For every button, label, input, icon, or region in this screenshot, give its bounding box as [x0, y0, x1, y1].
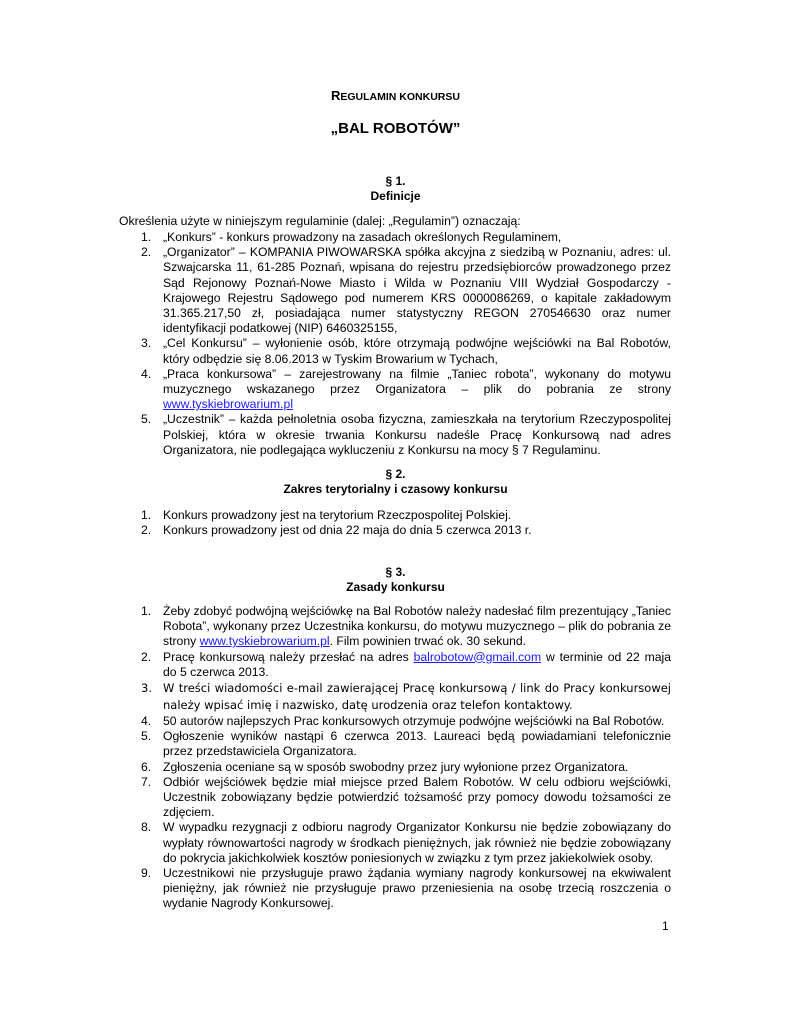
section-number: § 3. [385, 565, 406, 579]
list-item [119, 650, 671, 680]
item-number: 5. [141, 729, 152, 744]
website-link[interactable]: www.tyskiebrowarium.pl [199, 634, 330, 649]
list-item [119, 760, 671, 775]
list-item [119, 367, 671, 413]
document-title [0, 88, 791, 103]
item-number: 1. [141, 604, 152, 618]
item-number: 2. [141, 649, 152, 664]
list-item [119, 820, 671, 866]
item-text: „Praca konkursowa” – zarejestrowany na filmie „Taniec robota”, wykonany do motywu muzycznego wskazanego przez Organizatora – plik do pobrania ze strony [163, 366, 671, 397]
section-2-header [0, 467, 791, 497]
item-text: . Film powinien trwać ok. 30 sekund. [329, 634, 527, 649]
list-item [119, 508, 671, 523]
item-number: 8. [141, 820, 152, 835]
item-number: 2. [141, 245, 152, 260]
item-number: 3. [141, 681, 152, 696]
item-number: 2. [141, 523, 152, 538]
list-item [119, 230, 671, 245]
scope-list [119, 508, 671, 538]
item-text: Żeby zdobyć podwójną wejściówkę na Bal Robotów należy nadesłać film prezentujący „Taniec Robota”, wykonany przez Uczestnika konkursu, do motywu muzycznego – plik do pobrania ze strony [163, 604, 671, 649]
section-heading: Zakres terytorialny i czasowy konkursu [283, 482, 508, 496]
list-item [119, 729, 671, 759]
item-text: „Konkurs” - konkurs prowadzony na zasadach określonych Regulaminem, [163, 230, 562, 244]
list-item [119, 245, 671, 336]
item-text: „Uczestnik” – każda pełnoletnia osoba fizyczna, zamieszkała na terytorium Rzeczypospolitej Polskiej, która w okresie trwania Konkursu nadeśle Pracę Konkursową nad adres Organizatora, nie podlegająca wykluczeniu z Konkursu na mocy § 7 Regulaminu. [163, 412, 671, 457]
item-number: 1. [141, 230, 152, 244]
item-text: „Organizator” – KOMPANIA PIWOWARSKA spółka akcyjna z siedzibą w Poznaniu, adres: ul. Szwajcarska 11, 61-285 Poznań, wpisana do rejestru przedsiębiorców prowadzonego przez Sąd Rejonowy Poznań-Nowe Miasto i Wilda w Poznaniu VIII Wydział Gospodarczy - Krajowego Rejestru Sądowego pod numerem KRS 0000086269, o kapitale zakładowym 31.365.217,50 zł, posiadająca numer statystyczny REGON 270546630 oraz numer identyfikacji podatkowej (NIP) 6460325155, [163, 245, 671, 336]
item-number: 3. [141, 336, 152, 351]
item-number: 9. [141, 866, 152, 881]
item-number: 5. [141, 412, 152, 427]
item-number: 1. [141, 508, 152, 522]
item-text: 50 autorów najlepszych Prac konkursowych otrzymuje podwójne wejściówki na Bal Robotów. [163, 714, 665, 729]
section-heading: Definicje [370, 189, 421, 203]
list-item [119, 523, 671, 538]
list-item [119, 680, 671, 714]
item-text: Konkurs prowadzony jest na terytorium Rzeczpospolitej Polskiej. [163, 508, 512, 522]
list-item [119, 866, 671, 912]
email-link[interactable]: balrobotow@gmail.com [413, 649, 542, 664]
section-number: § 2. [385, 467, 406, 481]
item-text: Pracę konkursową należy przesłać na adres [163, 649, 414, 664]
page-number: 1 [662, 919, 669, 933]
rules-list [119, 604, 671, 912]
item-text: W treści wiadomości e-mail zawierającej Pracę konkursową / link do Pracy konkursowej należy wpisać imię i nazwisko, datę urodzenia oraz telefon kontaktowy. [163, 681, 671, 713]
contest-name: „BAL ROBOTÓW” [330, 120, 461, 137]
item-text: Ogłoszenie wyników nastąpi 6 czerwca 2013. Laureaci będą powiadamiani telefonicznie przez przedstawiciela Organizatora. [163, 729, 671, 759]
section-3-header [0, 565, 791, 595]
section-1-header [0, 174, 791, 204]
item-text: Uczestnikowi nie przysługuje prawo żądania wymiany nagrody konkursowej na ekwiwalent pieniężny, jak również nie przysługuje prawo przeniesienia na osobę trzecią roszczenia o wydanie Nagrody Konkursowej. [163, 866, 671, 911]
list-item [119, 604, 671, 650]
item-text: Zgłoszenia oceniane są w sposób swobodny przez jury wyłonione przez Organizatora. [163, 759, 629, 774]
title-rest: EGULAMIN KONKURSU [340, 91, 460, 103]
list-item [119, 714, 671, 729]
section-1-intro: Określenia użyte w niniejszym regulaminie (dalej: „Regulamin”) oznaczają: [119, 214, 521, 228]
website-link[interactable]: www.tyskiebrowarium.pl [163, 397, 294, 412]
section-number: § 1. [385, 174, 406, 188]
item-text: Odbiór wejściówek będzie miał miejsce przed Balem Robotów. W celu odbioru wejściówki, Uczestnik zobowiązany będzie potwierdzić tożsamość przy pomocy dowodu tożsamości ze zdjęciem. [163, 774, 671, 820]
item-number: 7. [141, 774, 152, 789]
list-item [119, 775, 671, 821]
item-number: 4. [141, 366, 152, 381]
section-heading: Zasady konkursu [346, 580, 445, 594]
item-text: Konkurs prowadzony jest od dnia 22 maja do dnia 5 czerwca 2013 r. [163, 523, 532, 538]
title-initial: R [331, 88, 341, 103]
list-item [119, 336, 671, 366]
item-number: 6. [141, 759, 152, 774]
list-item [119, 412, 671, 458]
item-text: W wypadku rezygnacji z odbioru nagrody Organizator Konkursu nie będzie zobowiązany do wypłaty równowartości nagrody w środkach pieniężnych, jak również nie będzie zobowiązany do pokrycia jakichkolwiek kosztów poniesionych w związku z tym przez jakiekolwiek osoby. [163, 820, 671, 865]
definitions-list [119, 230, 671, 458]
item-text: w terminie od 22 maja do 5 czerwca 2013. [163, 649, 671, 679]
item-number: 4. [141, 714, 152, 729]
item-text: „Cel Konkursu” – wyłonienie osób, które otrzymają podwójne wejściówki na Bal Robotów, który odbędzie się 8.06.2013 w Tyskim Browarium w Tychach, [163, 336, 671, 366]
